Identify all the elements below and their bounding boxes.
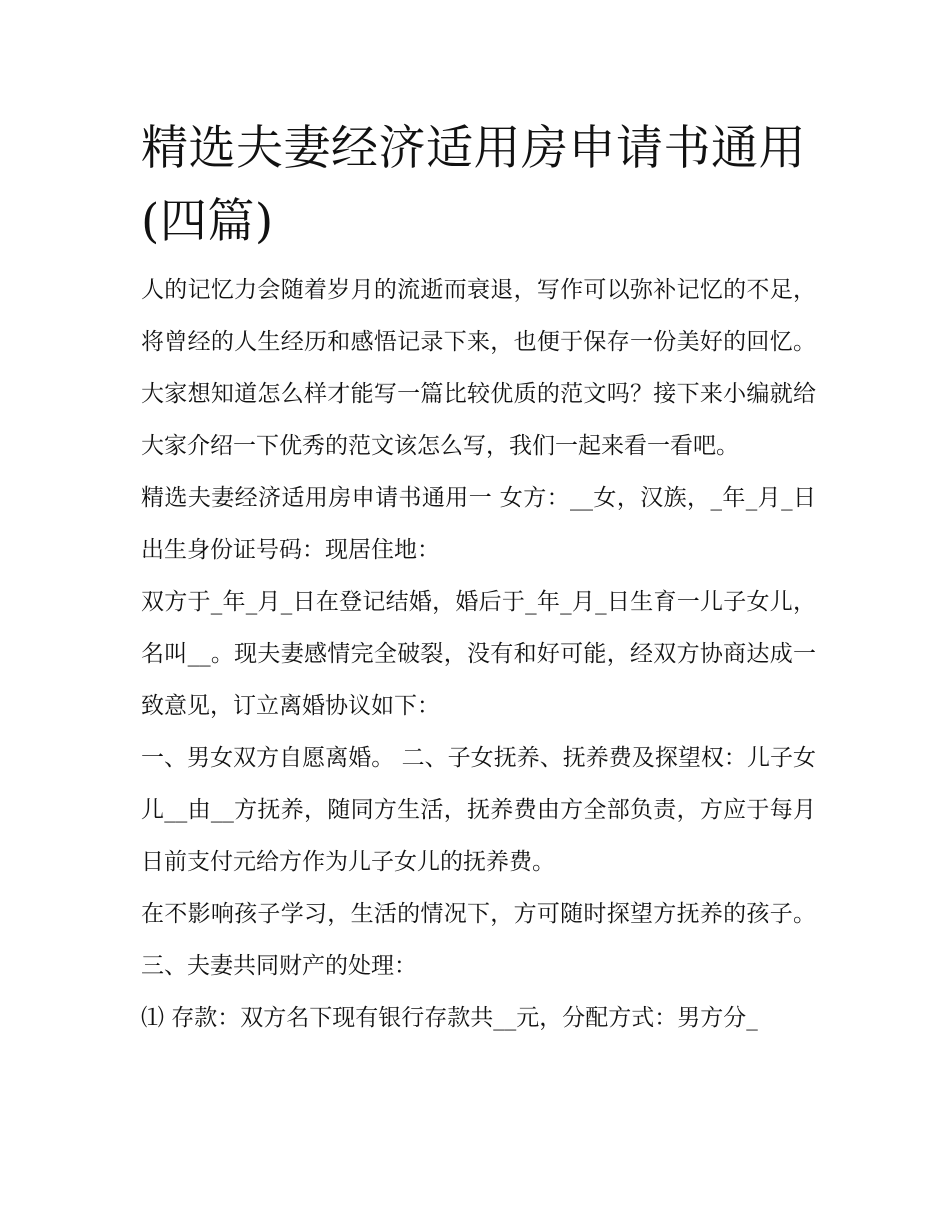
paragraph-intro: 人的记忆力会随着岁月的流逝而衰退，写作可以弥补记忆的不足，将曾经的人生经历和感悟记录下来，也便于保存一份美好的回忆。大家想知道怎么样才能写一篇比较优质的范文吗？接下来小编就给大家介绍一下优秀的范文该怎么写，我们一起来看一看吧。 (141, 277, 816, 459)
paragraph-custody: 一、男女双方自愿离婚。 二、子女抚养、抚养费及探望权：儿子女儿__由__方抚养，随同方生活，抚养费由方全部负责，方应于每月日前支付元给方作为儿子女儿的抚养费。 (141, 745, 816, 875)
document-page (141, 112, 816, 1044)
document-title: 精选夫妻经济适用房申请书通用(四篇) (141, 121, 806, 249)
paragraph-marriage-info: 双方于_年_月_日在登记结婚，婚后于_年_月_日生育一儿子女儿，名叫__。现夫妻感情完全破裂，没有和好可能，经双方协商达成一致意见，订立离婚协议如下： (141, 589, 816, 719)
paragraph-party-info: 精选夫妻经济适用房申请书通用一 女方：__女，汉族，_年_月_日出生身份证号码：现居住地： (141, 485, 816, 563)
paragraph-savings: ⑴ 存款：双方名下现有银行存款共__元，分配方式：男方分_ (141, 1005, 758, 1031)
paragraph-visitation: 在不影响孩子学习，生活的情况下，方可随时探望方抚养的孩子。 三、夫妻共同财产的处理： (141, 901, 816, 979)
